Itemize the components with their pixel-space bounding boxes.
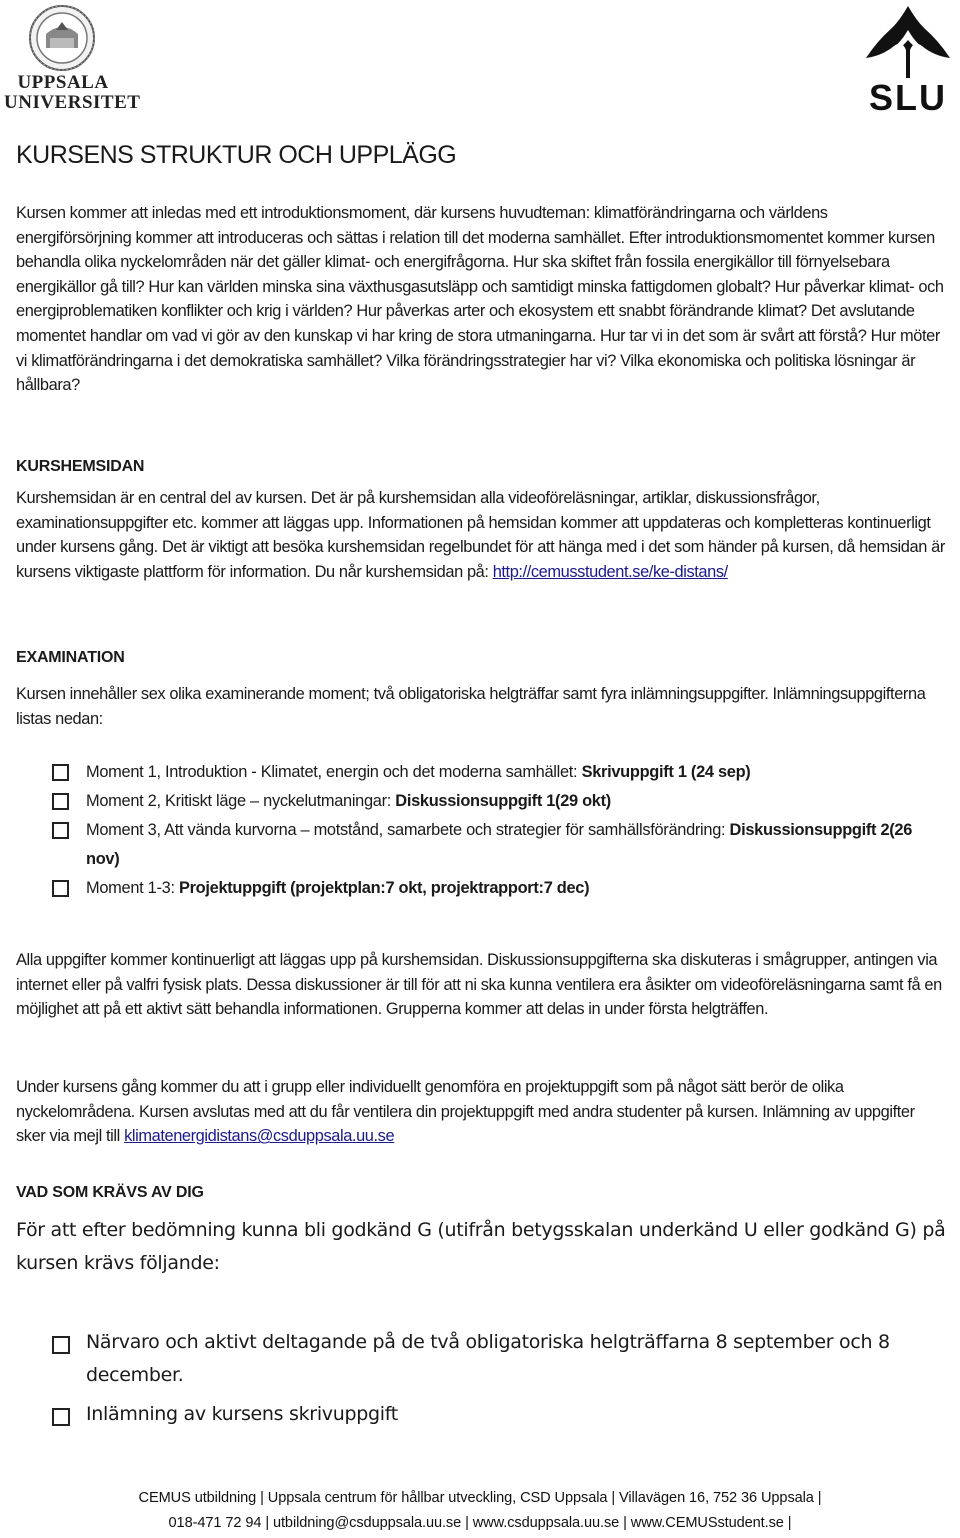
logo-text-line1: UPPSALA [17,72,109,93]
examination-paragraph: Kursen innehåller sex olika examinerande moment; två obligatoriska helgträffar samt fyra inlämningsuppgifter. Inlämningsuppgifterna listas nedan: [16,685,926,728]
kurshemsidan-text: Kurshemsidan är en central del av kursen. Det är på kurshemsidan alla videoföreläsningar, artiklar, diskussionsfrågor, examinationsuppgifter etc. kommer att läggas upp. Informationen på hemsidan kommer att uppdateras och kompletteras kontinuerligt under kursens gång. Det är viktigt att besöka kurshemsidan regelbundet för att hänga med i det som händer på kursen, då hemsidan är kursens viktigaste plattform för information. Du når kurshemsidan på: [16,489,945,581]
list-item [52,787,932,816]
course-website-link[interactable]: http://cemusstudent.se/ke-distans/ [492,562,728,581]
checkbox-icon [52,793,69,810]
uppsala-universitet-logo [4,4,141,114]
checkbox-icon [52,1336,70,1354]
list-item [52,1398,932,1431]
logo-text-line2: UNIVERSITET [4,92,141,113]
list-item [52,816,932,874]
projekt-paragraph [16,1075,946,1149]
examination-heading: EXAMINATION [16,649,125,666]
requirements-heading: VAD SOM KRÄVS AV DIG [16,1184,204,1201]
list-item [52,758,932,787]
list-item-text: Moment 1-3: [86,879,179,897]
list-item-text: Närvaro och aktivt deltagande på de två obligatoriska helgträffarna 8 september och 8 december. [86,1331,890,1386]
list-item [52,874,932,903]
checkbox-icon [52,1408,70,1426]
requirements-list [52,1326,932,1431]
assignment-list [52,758,932,903]
svg-text:SLU: SLU [869,77,947,118]
requirements-intro: För att efter bedömning kunna bli godkänd G (utifrån betygsskalan underkänd U eller godkänd G) på kursen krävs följande: [16,1219,946,1274]
checkbox-icon [52,764,69,781]
footer-line1: CEMUS utbildning | Uppsala centrum för hållbar utveckling, CSD Uppsala | Villavägen 16, 752 36 Uppsala | [138,1490,822,1506]
kurshemsidan-paragraph [16,486,946,584]
list-item [52,1326,932,1392]
university-seal-icon [26,4,98,72]
list-item-text: Moment 3, Att vända kurvorna – motstånd, samarbete och strategier för samhällsförändring: [86,821,730,839]
footer-line2: 018-471 72 94 | utbildning@csduppsala.uu.se | www.csduppsala.uu.se | www.CEMUSstudent.se | [168,1515,792,1531]
list-item-text: Moment 1, Introduktion - Klimatet, energin och det moderna samhället: [86,763,582,781]
checkbox-icon [52,822,69,839]
list-item-bold: Projektuppgift (projektplan:7 okt, projektrapport:7 dec) [178,879,590,897]
page-title: KURSENS STRUKTUR OCH UPPLÄGG [16,141,457,169]
intro-paragraph: Kursen kommer att inledas med ett introduktionsmoment, där kursens huvudteman: klimatförändringarna och världens energiförsörjning kommer att introduceras och sättas i relation till det moderna samhället. Efter introduktionsmomentet kommer kursen behandla olika nyckelområden när det gäller klimat- och energifrågorna. Hur ska skiftet från fossila energikällor till förnyelsebara energikällor gå till? Hur kan världen minska sina växthusgasutsläpp och samtidigt minska fattigdomen globalt? Hur påverkar klimat- och energiproblematiken konflikter och krig i världen? Hur påverkas arter och ekosystem ett snabbt förändrande klimat? Det avslutande momentet handlar om vad vi gör av den kunskap vi har kring de stora utmaningarna. Hur tar vi in det som är svårt att förstå? Hur möter vi klimatförändringarna i det demokratiska samhället? Vilka förändringsstrategier har vi? Vilka ekonomiska och politiska lösningar är hållbara? [16,204,944,395]
email-link[interactable]: klimatenergidistans@csduppsala.uu.se [124,1127,395,1146]
checkbox-icon [52,880,69,897]
list-item-text: Moment 2, Kritiskt läge – nyckelutmaningar: [86,792,396,810]
kurshemsidan-heading: KURSHEMSIDAN [16,458,145,475]
uppgifter-paragraph: Alla uppgifter kommer kontinuerligt att läggas upp på kurshemsidan. Diskussionsuppgifterna ska diskuteras i smågrupper, antingen via internet eller på valfri fysisk plats. Dessa diskussioner är till för att ni ska kunna ventilera era åsikter om videoföreläsningarna samt få en möjlighet att på ett aktivt sätt behandla informationen. Grupperna kommer att delas in under första helgträffen. [16,951,942,1019]
list-item-text: Inlämning av kursens skrivuppgift [86,1403,398,1425]
projekt-text: Under kursens gång kommer du att i grupp eller individuellt genomföra en projektuppgift som på något sätt berör de olika nyckelområdena. Kursen avslutas med att du får ventilera din projektuppgift med andra studenter på kursen. Inlämning av uppgifter sker via mejl till [16,1078,915,1146]
list-item-bold: Diskussionsuppgift 1(29 okt) [395,792,611,810]
slu-logo [858,0,958,118]
list-item-bold: Diskussionsuppgift 2(26 nov) [86,821,913,868]
list-item-bold: Skrivuppgift 1 (24 sep) [581,763,751,781]
